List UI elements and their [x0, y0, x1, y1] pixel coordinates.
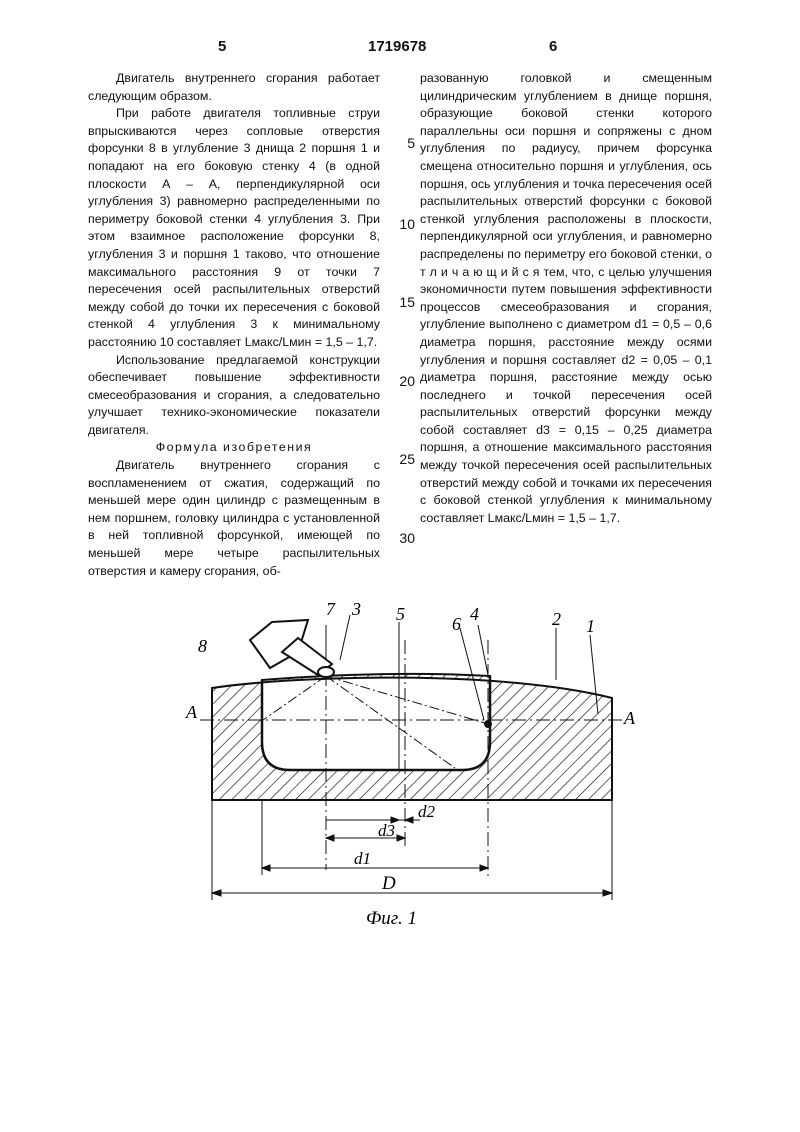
label-d3: d3	[378, 821, 395, 840]
page-number-left: 5	[218, 38, 227, 55]
label-wall4: 4	[470, 604, 479, 624]
piston-section	[212, 674, 612, 800]
label-injector: 8	[198, 636, 207, 656]
page-number-right: 6	[549, 38, 558, 55]
label-point6: 6	[452, 614, 461, 634]
label-recess3: 3	[352, 599, 361, 619]
line-number: 10	[399, 216, 415, 232]
line-number: 15	[399, 294, 415, 310]
line-number: 25	[399, 451, 415, 467]
label-point7: 7	[326, 599, 335, 619]
line-number: 30	[399, 530, 415, 546]
label-d2: d2	[418, 802, 435, 821]
line-number: 20	[399, 373, 415, 389]
label-D: D	[382, 873, 396, 894]
paragraph: Двигатель внутреннего сгорания работает следующим образом.	[88, 71, 380, 103]
point-6-marker	[484, 720, 492, 728]
paragraph: При работе двигателя топливные струи впрыскиваются через сопловые отверстия форсунки 8 в углубление 3 днища 2 поршня 1 и попадают на его боковую стенку 4 (в одной плоскости А – А, перпендикулярной оси углубления 3) равномерно распределенными по периметру боковой стенки 4 углубления 3. При этом взаимное расположение форсунки 8, углубления 3 и поршня 1 таково, что отношение максимального расстояния 9 от точки 7 пересечения осей распылительных отверстий между собой до точки их пересечения с боковой стенкой 4 углубления 3 к минимальному расстоянию 10 составляет Lмакс/Lмин = 1,5 – 1,7.	[88, 106, 380, 349]
label-plane-a-right: А	[624, 708, 635, 728]
line-number: 5	[407, 135, 415, 151]
paragraph: Использование предлагаемой конструкции обеспечивает повышение эффективности смесеобразования и сгорания, а следовательно улучшает технико-экономические показатели двигателя.	[88, 352, 380, 437]
paragraph: разованную головкой и смещенным цилиндрическим углублением в днище поршня, образующие боковой стенки которого параллельны оси поршня и сопряжены с дном углубления по радиусу, причем форсунка смещена относительно поршня и углубления, ось поршня, ось углубления и точка пересечения осей распылительных отверстий форсунки с боковой стенкой углубления расположены в плоскости, перпендикулярной оси углубления, и равномерно распределены по периметру его боковой стенки, о т л и ч а ю щ и й с я тем, что, с целью улучшения экономичности путем повышения эффективности процессов смесеобразования и сгорания, углубление выполнено с диаметром d1 = 0,5 – 0,6 диаметра поршня, расстояние между осями углубления и поршня составляет d2 = 0,05 – 0,1 диаметра поршня, расстояние между осью последнего и точкой пересечения осей распылительных отверстий форсунки между собой составляет d3 = 0,15 – 0,25 диаметра поршня, а отношение максимального расстояния между точкой пересечения осей распылительных отверстий между собой и точками их пересечения с боковой стенкой углубления к минимальному составляет Lмакс/Lмин = 1,5 – 1,7.	[420, 71, 712, 525]
dimension-D	[212, 800, 612, 900]
jet-line	[326, 676, 488, 724]
jet-line	[326, 676, 455, 768]
label-d1: d1	[354, 849, 371, 868]
dimension-d2	[326, 817, 420, 823]
label-crown2: 2	[552, 609, 561, 629]
label-piston1: 1	[586, 616, 595, 636]
injector	[250, 620, 334, 677]
label-plane-a-left: А	[186, 702, 197, 722]
leader-line	[478, 625, 488, 675]
leader-line	[340, 615, 350, 660]
recess-outline	[262, 676, 490, 770]
paragraph: Двигатель внутреннего сгорания с воспламенением от сжатия, содержащий по меньшей мере один цилиндр с размещенным в нем поршнем, головку цилиндра с установленной в ней топливной форсункой, имеющей по меньшей мере четыре распылительных отверстия и камеру сгорания, об-	[88, 458, 380, 578]
patent-number: 1719678	[368, 38, 427, 55]
figure-caption: Фиг. 1	[366, 908, 417, 929]
label-axis5: 5	[396, 604, 405, 624]
section-heading: Формула изобретения	[155, 440, 313, 455]
